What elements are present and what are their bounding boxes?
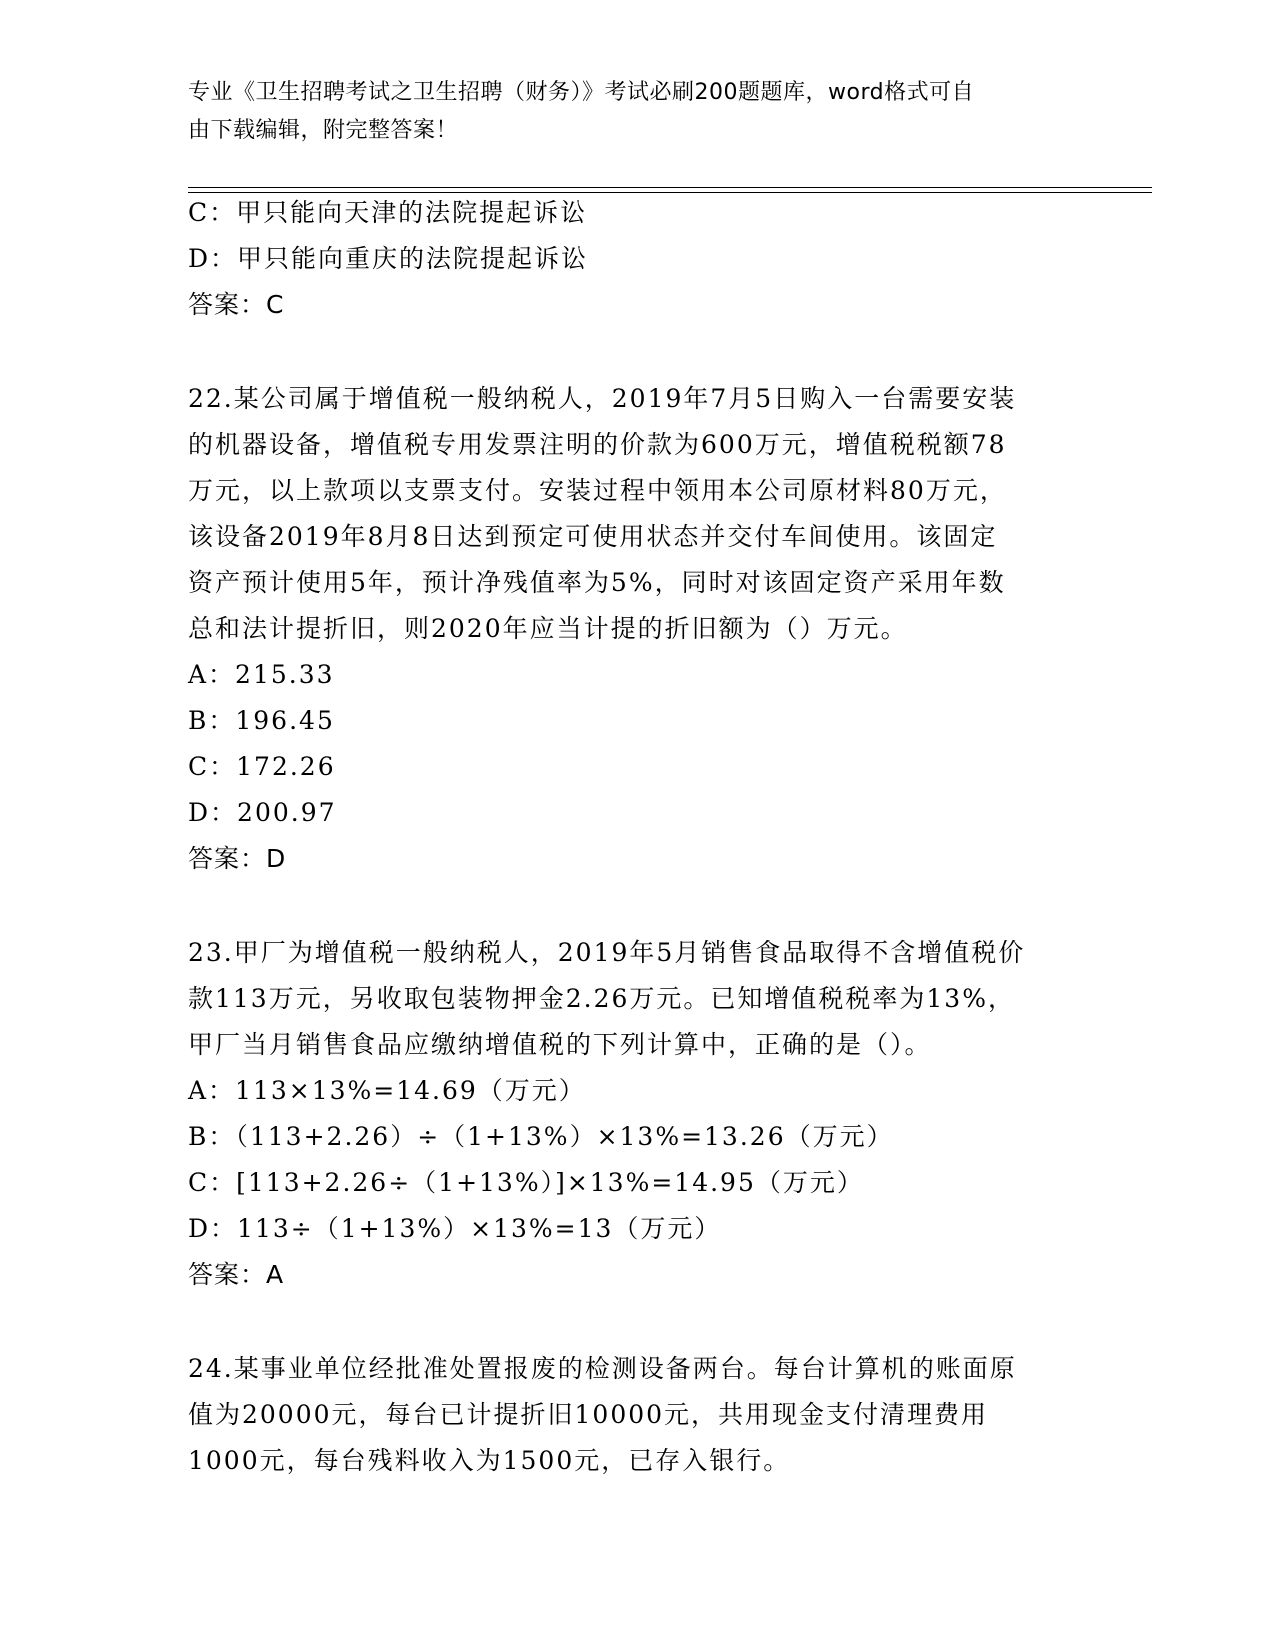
question-text-line: 的机器设备，增值税专用发票注明的价款为600万元，增值税税额78: [188, 430, 1007, 459]
question-23: [188, 930, 1088, 1298]
question-text-line: 资产预计使用5年，预计净残值率为5%，同时对该固定资产采用年数: [188, 568, 1006, 597]
answer-line: 答案：A: [188, 1260, 285, 1289]
option-b: B：（113+2.26）÷（1+13%）×13%=13.26（万元）: [188, 1122, 894, 1151]
question-text-line: 甲厂当月销售食品应缴纳增值税的下列计算中，正确的是（）。: [188, 1030, 932, 1059]
option-a: A：215.33: [188, 660, 335, 689]
header-line-1: 专业《卫生招聘考试之卫生招聘（财务）》考试必刷200题题库，word格式可自: [188, 80, 975, 105]
document-body: [188, 190, 1088, 1484]
page-header: [188, 74, 1088, 150]
spacer: [188, 1298, 1088, 1346]
question-text-line: 24.某事业单位经批准处置报废的检测设备两台。每台计算机的账面原: [188, 1354, 1017, 1383]
question-text-line: 23.甲厂为增值税一般纳税人，2019年5月销售食品取得不含增值税价: [188, 938, 1026, 967]
option-a: A：113×13%=14.69（万元）: [188, 1076, 586, 1105]
spacer: [188, 328, 1088, 376]
option-c: C：[113+2.26÷（1+13%）]×13%=14.95（万元）: [188, 1168, 864, 1197]
question-text-line: 22.某公司属于增值税一般纳税人，2019年7月5日购入一台需要安装: [188, 384, 1017, 413]
question-text-line: 1000元，每台残料收入为1500元，已存入银行。: [188, 1446, 791, 1475]
question-24: [188, 1346, 1088, 1484]
question-text-line: 万元，以上款项以支票支付。安装过程中领用本公司原材料80万元，: [188, 476, 1007, 505]
option-d: D：113÷（1+13%）×13%=13（万元）: [188, 1214, 722, 1243]
question-text-line: 该设备2019年8月8日达到预定可使用状态并交付车间使用。该固定: [188, 522, 998, 551]
question-text-line: 值为20000元，每台已计提折旧10000元，共用现金支付清理费用: [188, 1400, 989, 1429]
question-text-line: 款113万元，另收取包装物押金2.26万元。已知增值税税率为13%，: [188, 984, 1015, 1013]
answer-line: 答案：C: [188, 290, 285, 319]
option-c: C：172.26: [188, 752, 336, 781]
spacer: [188, 882, 1088, 930]
question-text-line: 总和法计提折旧，则2020年应当计提的折旧额为（）万元。: [188, 614, 908, 643]
question-22: [188, 376, 1088, 882]
header-line-2: 由下载编辑，附完整答案！: [188, 118, 459, 143]
option-d: D：200.97: [188, 798, 337, 827]
answer-line: 答案：D: [188, 844, 287, 873]
option-d: D：甲只能向重庆的法院提起诉讼: [188, 244, 589, 273]
header-divider: [188, 187, 1152, 188]
option-c: C：甲只能向天津的法院提起诉讼: [188, 198, 588, 227]
option-b: B：196.45: [188, 706, 335, 735]
question-21-tail: [188, 190, 1088, 328]
